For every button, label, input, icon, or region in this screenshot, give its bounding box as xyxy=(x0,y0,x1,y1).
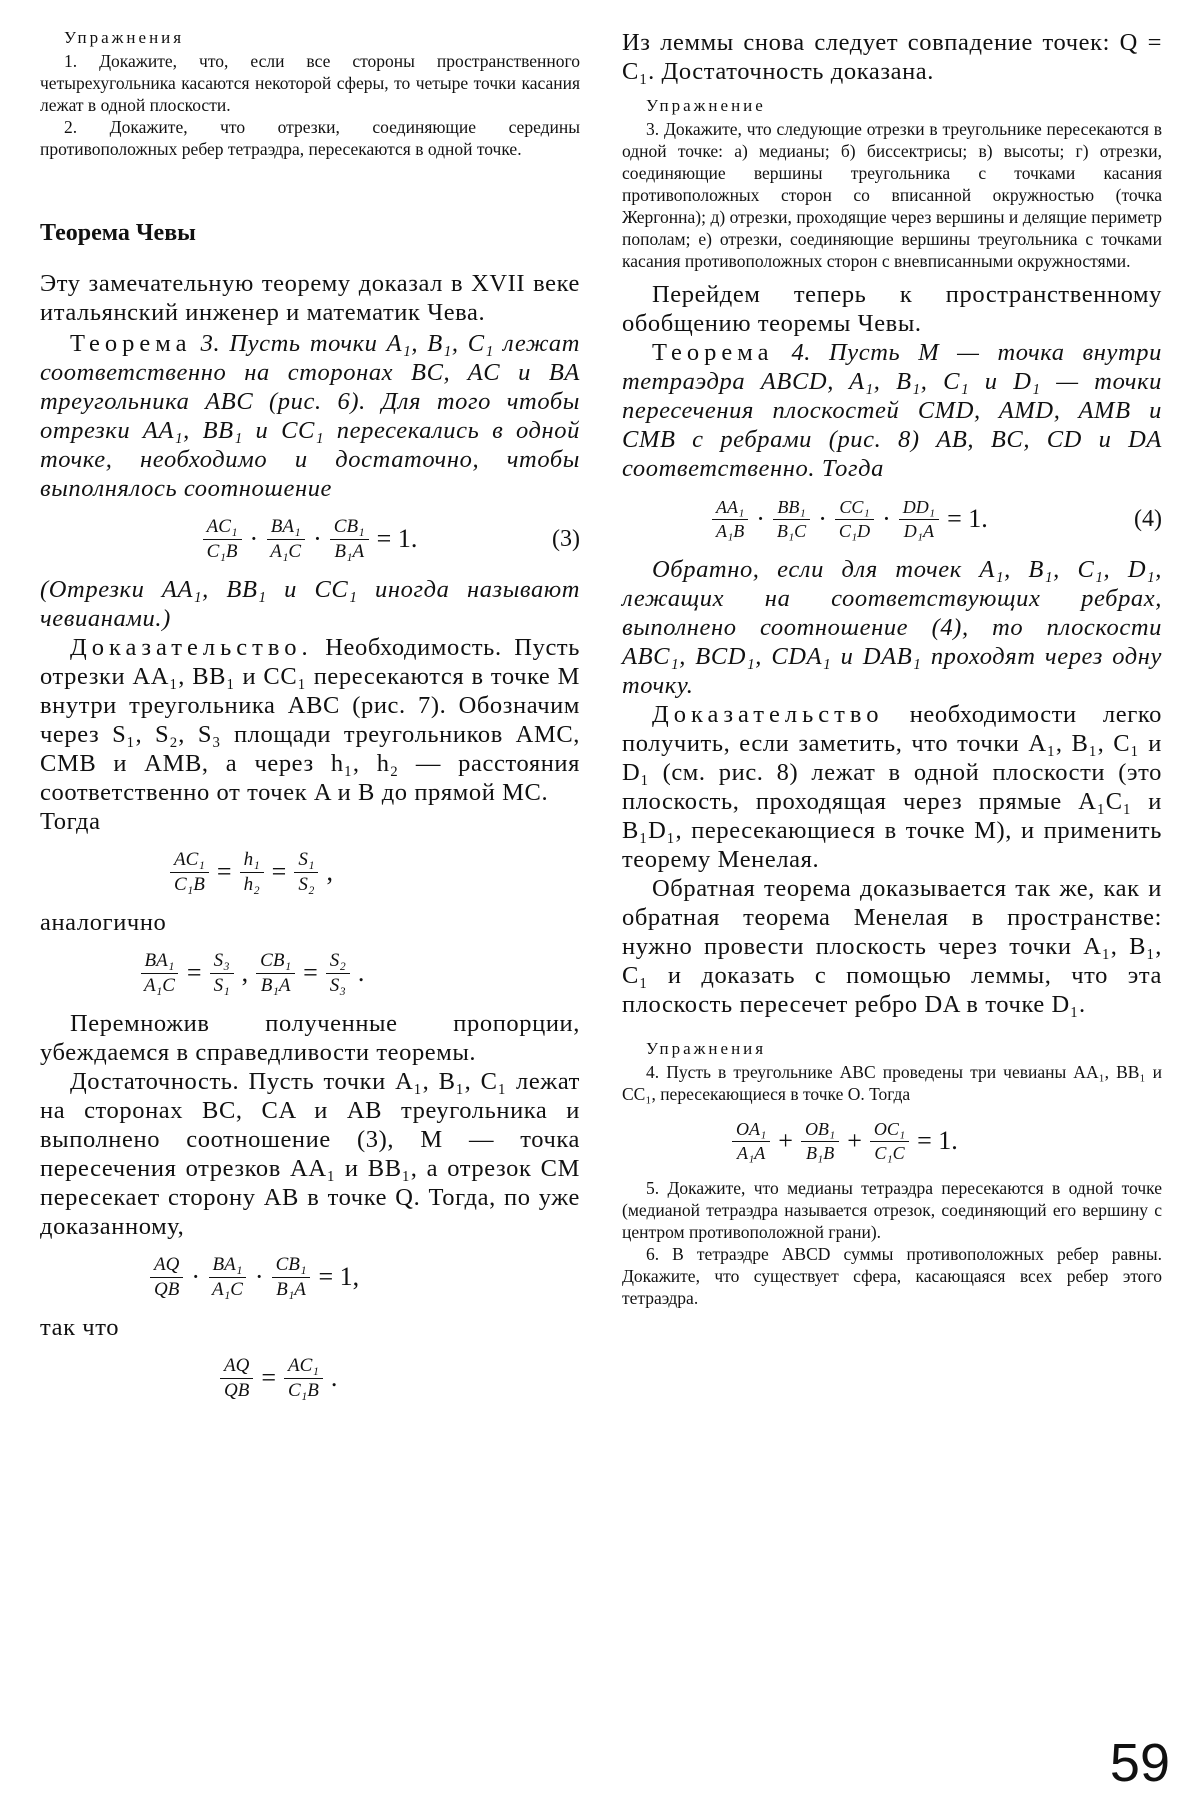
transition-paragraph: Перейдем теперь к пространственному обобщению теоремы Чевы. xyxy=(622,281,1162,337)
exercise-2: 2. Докажите, что отрезки, соединяющие середины противоположных ребер тетраэдра, пересекаются в одной точке. xyxy=(40,117,580,159)
exercises-header: Упражнения xyxy=(64,28,185,47)
proof-label-right: Доказательство xyxy=(652,701,884,728)
similarly-word: аналогично xyxy=(40,909,167,936)
formula-3: $\frac{\text{AC₁}}{\text{C₁B}}$ · $\frac{\text{BA₁}}{\text{A₁C}}$ · $\frac{\text{CB₁}}{\text{B₁A}}$ = 1. (3) xyxy=(40,511,580,567)
exercise-4: 4. Пусть в треугольнике ABC проведены три чевианы AA₁, BB₁ и CC₁, пересекающиеся в точке O. Тогда xyxy=(622,1062,1162,1104)
so-that-word: так что xyxy=(40,1314,120,1341)
theorem-4-text: 4. Пусть M — точка внутри тетраэдра ABCD, A₁, B₁, C₁ и D₁ — точки пересечения плоскостей CMD, AMD, AMB и CMB с ребрами (рис. 8) AB, BC, CD и DA соответственно. Тогда xyxy=(622,339,1162,482)
fraction: $\frac{\text{CB₁}}{\text{B₁A}}$ xyxy=(330,516,369,563)
theorem-3-text: 3. Пусть точки A₁, B₁, C₁ лежат соответственно на сторонах BC, AC и BA треугольника ABC (рис. 6). Для того чтобы отрезки AA₁, BB₁ и CC₁ пересекались в одной точке, необходимо и достаточно, чтобы выполнялось соотношение xyxy=(40,330,580,502)
equation-number: (4) xyxy=(1134,505,1162,532)
lemma-paragraph: Из леммы снова следует совпадение точек: Q = C₁. Достаточность доказана. xyxy=(622,29,1162,85)
fraction: $\frac{\text{AC₁}}{\text{C₁B}}$ xyxy=(203,516,242,563)
inverse-paragraph: Обратная теорема доказывается так же, как и обратная теорема Менелая в пространстве: нужно провести плоскость через точки A₁, B₁, C₁ и доказать с помощью леммы, что эта плоскость пересечет ребро DA в точке D₁. xyxy=(622,875,1162,1018)
proof-text-right: необходимости легко получить, если заметить, что точки A₁, B₁, C₁ и D₁ (см. рис. 8) лежат в одной плоскости (это плоскость, проходящая через прямые A₁C₁ и B₁D₁, пересекающиеся в точке M), и применить теорему Менелая. xyxy=(622,701,1162,873)
formula-5: $\frac{\text{OA₁}}{\text{A₁A}}$ + $\frac{\text{OB₁}}{\text{B₁B}}$ + $\frac{\text{OC₁}}{\text{C₁C}}$ = 1. xyxy=(622,1113,1162,1169)
proof-label: Доказательство. xyxy=(70,634,313,661)
exercise-5: 5. Докажите, что медианы тетраэдра пересекаются в одной точке (медианой тетраэдра называется отрезок, соединяющий его вершину с центром противоположной грани). xyxy=(622,1178,1162,1242)
intro-paragraph: Эту замечательную теорему доказал в XVII веке итальянский инженер и математик Чева. xyxy=(40,270,580,326)
exercise-3: 3. Докажите, что следующие отрезки в треугольнике пересекаются в одной точке: а) медианы; б) биссектрисы; в) высоты; г) отрезки, соединяющие вершины треугольника с точками касания противоположных сторон со вписанной окружностью (точка Жергонна); д) отрезки, проходящие через вершины и делящие периметр пополам; е) отрезки, соединяющие вершины треугольника с точками касания противоположных сторон с вневписанными окружностями. xyxy=(622,119,1162,271)
proof-paragraph-right xyxy=(622,700,1162,874)
formula-b: $\frac{\text{BA₁}}{\text{A₁C}}$ = $\frac{\text{S₃}}{\text{S₁}}$ , $\frac{\text{CB₁}}{\text{B₁A}}$ = $\frac{\text{S₂}}{\text{S₃}}$ . xyxy=(40,945,580,1001)
exercises-header-right: Упражнения xyxy=(646,1039,767,1058)
theorem-4-label: Теорема xyxy=(652,339,774,366)
proof-paragraph xyxy=(40,633,580,807)
equation-number: (3) xyxy=(552,525,580,552)
proof-text: Необходимость. Пусть отрезки AA₁, BB₁ и CC₁ пересекаются в точке M внутри треугольника ABC (рис. 7). Обозначим через S₁, S₂, S₃ площади треугольников AMC, CMB и AMB, а через h₁, h₂ — расстояния соответственно от точек A и B до прямой MC. xyxy=(40,634,580,806)
theorem-3-label: Теорема xyxy=(70,330,192,357)
theorem-3 xyxy=(40,329,580,503)
cevians-note: (Отрезки AA₁, BB₁ и CC₁ иногда называют чевианами.) xyxy=(40,576,580,632)
fraction: $\frac{\text{BA₁}}{\text{A₁C}}$ xyxy=(266,516,305,563)
formula-4: $\frac{\text{AA₁}}{\text{A₁B}}$ · $\frac{\text{BB₁}}{\text{B₁C}}$ · $\frac{\text{CC₁}}{\text{C₁D}}$ · $\frac{\text{DD₁}}{\text{D₁A}}$ = 1. (4) xyxy=(622,491,1162,547)
sufficiency-paragraph: Достаточность. Пусть точки A₁, B₁, C₁ лежат на сторонах BC, CA и AB треугольника и выполнено соотношение (3), M — точка пересечения отрезков AA₁ и BB₁, а отрезок CM пересекает сторону AB в точке Q. Тогда, по уже доказанному, xyxy=(40,1068,580,1240)
theorem-4 xyxy=(622,338,1162,483)
exercise-6: 6. В тетраэдре ABCD суммы противоположных ребер равны. Докажите, что существует сфера, касающаяся всех ребер этого тетраэдра. xyxy=(622,1244,1162,1308)
exercise-1: 1. Докажите, что, если все стороны пространственного четырехугольника касаются некоторой сферы, то четыре точки касания лежат в одной плоскости. xyxy=(40,51,580,115)
converse-paragraph: Обратно, если для точек A₁, B₁, C₁, D₁, лежащих на соответствующих ребрах, выполнено соотношение (4), то плоскости ABC₁, BCD₁, CDA₁ и DAB₁ проходят через одну точку. xyxy=(622,556,1162,699)
exercise-header: Упражнение xyxy=(646,96,766,115)
section-heading: Теорема Чевы xyxy=(40,220,196,246)
page-number: 59 xyxy=(1109,1733,1170,1793)
formula-d: $\frac{AQ}{QB}$ = $\frac{\text{AC₁}}{\text{C₁B}}$ . xyxy=(40,1350,580,1406)
then-word: Тогда xyxy=(40,808,101,835)
formula-c: $\frac{AQ}{QB}$ · $\frac{\text{BA₁}}{\text{A₁C}}$ · $\frac{\text{CB₁}}{\text{B₁A}}$ = 1, xyxy=(40,1249,580,1305)
right-column xyxy=(622,28,1162,1309)
left-column xyxy=(40,28,580,1414)
formula-a: $\frac{\text{AC₁}}{\text{C₁B}}$ = $\frac{\text{h₁}}{\text{h₂}}$ = $\frac{\text{S₁}}{\text{S₂}}$ , xyxy=(40,844,580,900)
multiply-paragraph: Перемножив полученные пропорции, убеждаемся в справедливости теоремы. xyxy=(40,1010,580,1066)
